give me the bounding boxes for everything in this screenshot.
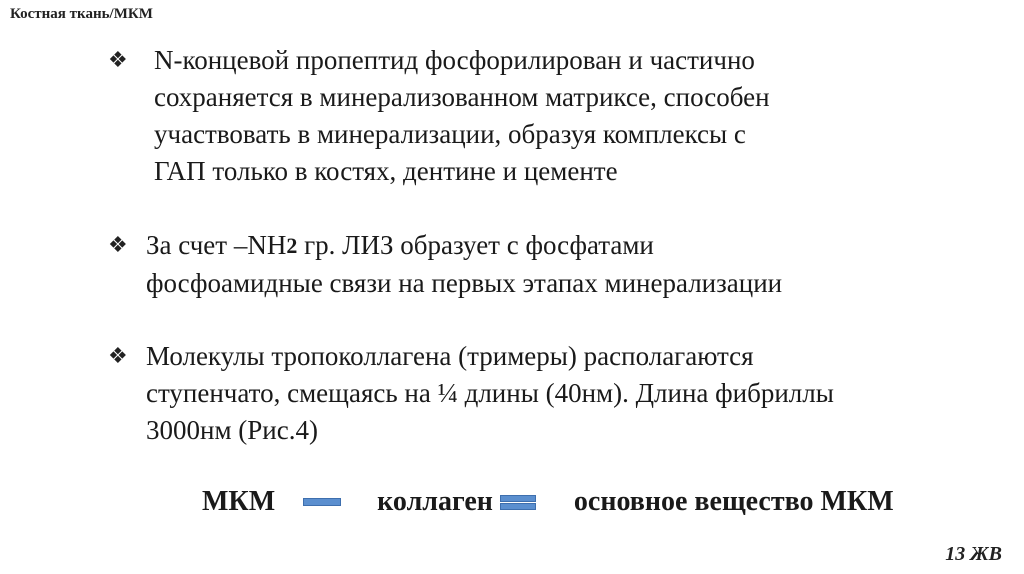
bullet-3-line-3: 3000нм (Рис.4) <box>146 415 318 445</box>
diamond-bullet-icon: ❖ <box>108 48 128 73</box>
bullet-2 <box>108 227 968 302</box>
diamond-bullet-icon: ❖ <box>108 344 128 369</box>
bullet-2-suffix: гр. ЛИЗ образует с фосфатами <box>297 230 654 260</box>
bullet-3-line-1: Молекулы тропоколлагена (тримеры) располагаются <box>146 341 754 371</box>
equation-term-collagen: коллаген <box>377 485 493 517</box>
bullet-3 <box>108 338 968 449</box>
bullet-1-line-1: N-концевой пропептид фосфорилирован и частично <box>154 45 755 75</box>
bullet-1 <box>108 42 968 190</box>
equation <box>202 482 894 520</box>
diamond-bullet-icon: ❖ <box>108 233 128 258</box>
bullet-1-line-3: участвовать в минерализации, образуя комплексы с <box>154 119 746 149</box>
equation-term-ground-substance: основное вещество МКМ <box>573 485 894 517</box>
bullet-2-line-1 <box>108 227 968 265</box>
page-number: 13 ЖВ <box>945 543 1002 565</box>
bullet-1-line-2: сохраняется в минерализованном матриксе, способен <box>154 82 770 112</box>
bullet-1-line-4: ГАП только в костях, дентине и цементе <box>154 156 618 186</box>
equation-term-mkm: МКМ <box>202 485 276 517</box>
bullet-2-subscript: 2 <box>286 233 298 258</box>
bullet-3-line-2: ступенчато, смещаясь на ¼ длины (40нм). Длина фибриллы <box>146 378 834 408</box>
minus-sign-icon <box>303 498 341 506</box>
bullet-2-prefix: За счет –NH <box>146 230 287 260</box>
bullet-2-line-2: фосфоамидные связи на первых этапах минерализации <box>146 268 783 298</box>
equals-sign-icon <box>500 494 536 510</box>
slide-header: Костная ткань/МКМ <box>10 6 153 22</box>
